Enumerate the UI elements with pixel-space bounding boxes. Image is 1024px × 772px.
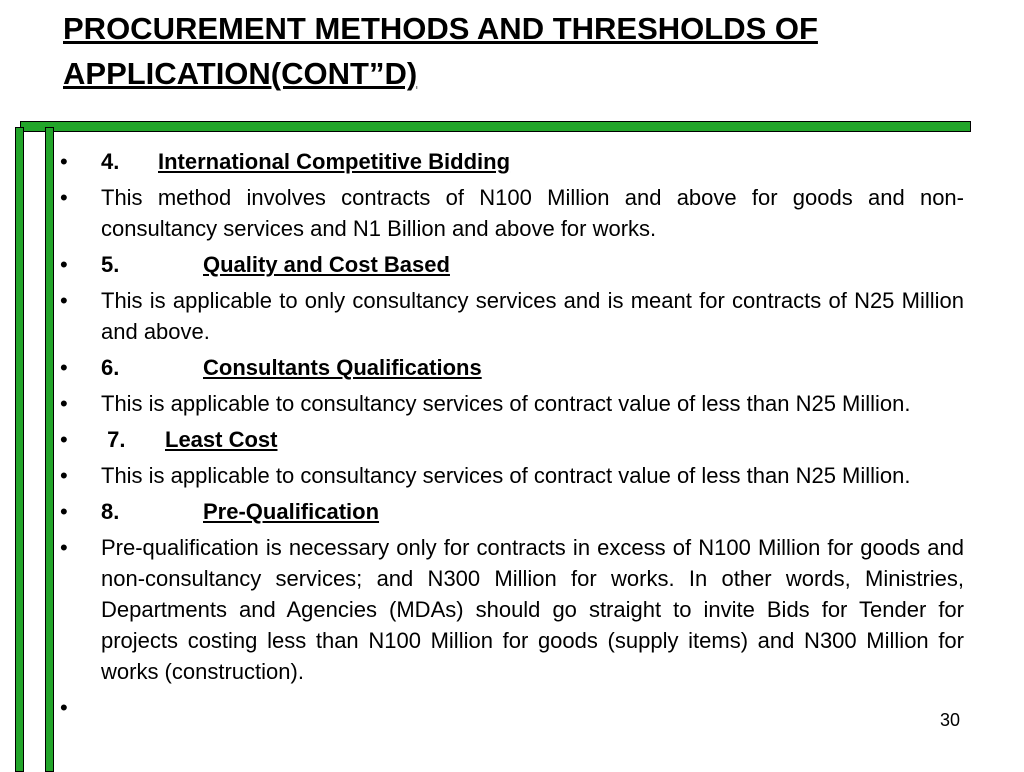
list-item — [60, 352, 964, 383]
method-heading: 6. Consultants Qualifications — [101, 355, 482, 380]
page-number: 30 — [940, 710, 961, 730]
bullet-icon: • — [60, 149, 68, 174]
method-description: This method involves contracts of N100 Million and above for goods and non-consultancy services and N1 Billion and above for works. — [101, 185, 964, 241]
list-item — [60, 388, 964, 419]
list-item — [60, 424, 964, 455]
method-heading: 5. Quality and Cost Based — [101, 252, 450, 277]
bullet-icon: • — [60, 185, 68, 210]
method-heading: 4. International Competitive Bidding — [101, 149, 511, 174]
list-item — [60, 460, 964, 491]
method-description: This is applicable to only consultancy services and is meant for contracts of N25 Million and above. — [101, 288, 964, 344]
list-item — [60, 285, 964, 347]
method-description: This is applicable to consultancy services of contract value of less than N25 Million. — [101, 463, 911, 488]
bullet-icon: • — [60, 355, 68, 380]
bullet-icon: • — [60, 252, 68, 277]
vertical-green-bar-right — [45, 127, 54, 772]
bullet-icon: • — [60, 391, 68, 416]
bullet-icon: • — [60, 463, 68, 488]
vertical-green-bar-left — [15, 127, 24, 772]
bullet-icon: • — [60, 427, 68, 452]
method-description: This is applicable to consultancy services of contract value of less than N25 Million. — [101, 391, 911, 416]
bullet-icon: • — [60, 535, 68, 560]
bullet-list — [60, 146, 964, 720]
slide-title: PROCUREMENT METHODS AND THRESHOLDS OF APPLICATION(CONT”D) — [63, 11, 818, 91]
list-item — [60, 532, 964, 687]
horizontal-green-bar — [20, 121, 971, 132]
method-heading: 8. Pre-Qualification — [101, 499, 380, 524]
list-item — [60, 146, 964, 177]
list-item — [60, 182, 964, 244]
list-item — [60, 496, 964, 527]
method-heading: 7. Least Cost — [101, 427, 278, 452]
list-item — [60, 249, 964, 280]
bullet-icon: • — [60, 288, 68, 313]
bullet-icon: • — [60, 499, 68, 524]
method-description: Pre-qualification is necessary only for contracts in excess of N100 Million for goods and non-consultancy services; and N300 Million for works. In other words, Ministries, Departments and Agencies (MDAs) should go straight to invite Bids for Tender for projects costing less than N100 Million for goods (supply items) and N300 Million for works (construction). — [101, 535, 964, 684]
bullet-icon: • — [60, 695, 68, 720]
